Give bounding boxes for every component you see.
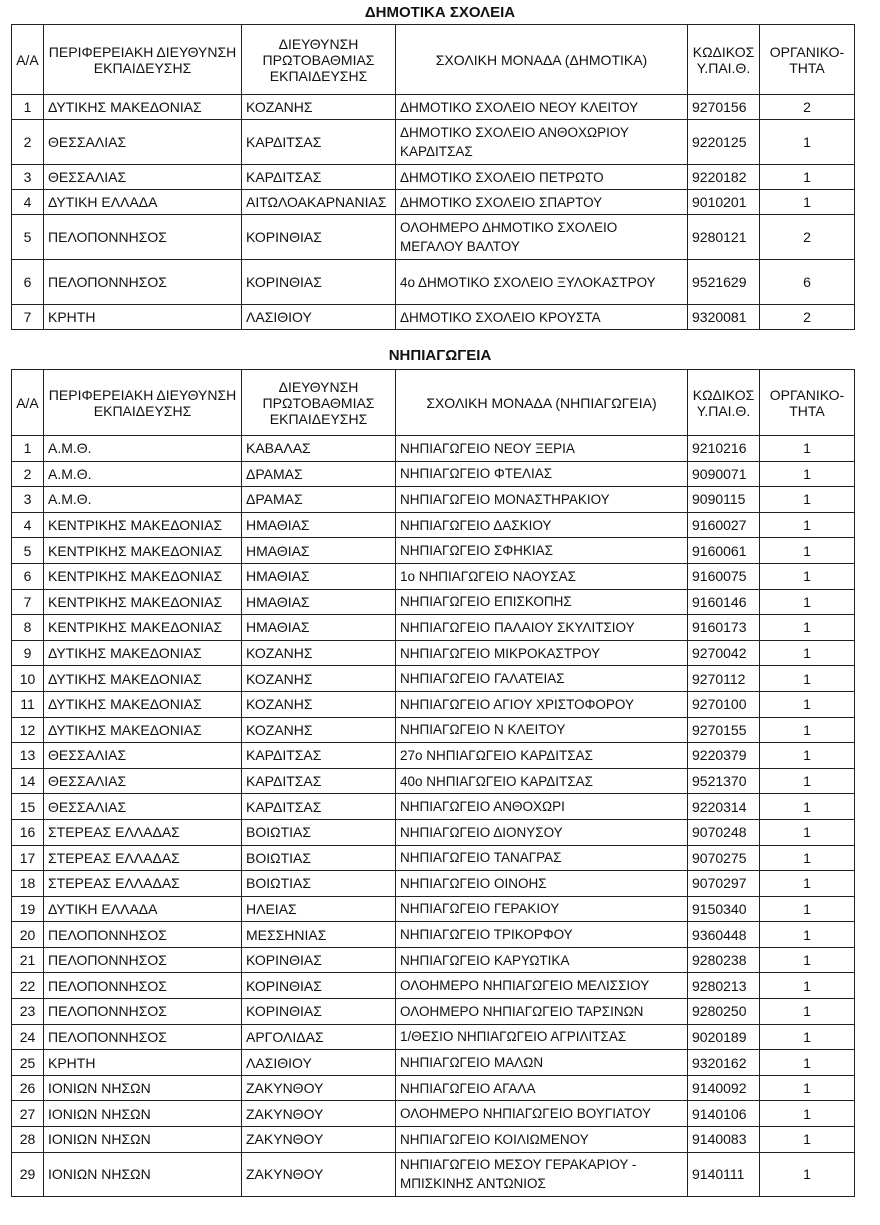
cell-directorate: ΚΟΖΑΝΗΣ <box>242 640 396 666</box>
cell-code: 9070275 <box>688 845 760 871</box>
cell-aa: 10 <box>12 666 44 692</box>
cell-organikotita: 1 <box>760 1127 855 1153</box>
cell-region: ΣΤΕΡΕΑΣ ΕΛΛΑΔΑΣ <box>44 871 242 897</box>
cell-aa: 23 <box>12 999 44 1025</box>
cell-code: 9280213 <box>688 973 760 999</box>
cell-directorate: ΚΑΡΔΙΤΣΑΣ <box>242 743 396 769</box>
cell-aa: 22 <box>12 973 44 999</box>
cell-directorate: ΚΑΡΔΙΤΣΑΣ <box>242 120 396 165</box>
cell-region: ΙΟΝΙΩΝ ΝΗΣΩΝ <box>44 1075 242 1101</box>
cell-code: 9280238 <box>688 947 760 973</box>
cell-region: ΘΕΣΣΑΛΙΑΣ <box>44 794 242 820</box>
cell-school: ΟΛΟΗΜΕΡΟ ΝΗΠΙΑΓΩΓΕΙΟ ΤΑΡΣΙΝΩΝ <box>396 999 688 1025</box>
cell-code: 9360448 <box>688 922 760 948</box>
cell-code: 9160075 <box>688 563 760 589</box>
cell-code: 9150340 <box>688 896 760 922</box>
cell-organikotita: 1 <box>760 190 855 215</box>
cell-region: ΣΤΕΡΕΑΣ ΕΛΛΑΔΑΣ <box>44 845 242 871</box>
cell-code: 9140092 <box>688 1075 760 1101</box>
cell-region: ΚΡΗΤΗ <box>44 305 242 330</box>
cell-organikotita: 1 <box>760 871 855 897</box>
cell-region: ΔΥΤΙΚΗΣ ΜΑΚΕΔΟΝΙΑΣ <box>44 717 242 743</box>
cell-aa: 2 <box>12 461 44 487</box>
cell-organikotita: 1 <box>760 768 855 794</box>
cell-directorate: ΚΟΖΑΝΗΣ <box>242 95 396 120</box>
cell-school: 1ο ΝΗΠΙΑΓΩΓΕΙΟ ΝΑΟΥΣΑΣ <box>396 563 688 589</box>
cell-code: 9521629 <box>688 260 760 305</box>
cell-aa: 6 <box>12 260 44 305</box>
cell-aa: 18 <box>12 871 44 897</box>
cell-aa: 17 <box>12 845 44 871</box>
col-header-organikotita: ΟΡΓΑΝΙΚΟ-ΤΗΤΑ <box>760 25 855 95</box>
cell-region: ΔΥΤΙΚΗΣ ΜΑΚΕΔΟΝΙΑΣ <box>44 691 242 717</box>
cell-code: 9220182 <box>688 165 760 190</box>
cell-directorate: ΔΡΑΜΑΣ <box>242 487 396 513</box>
kindergartens-title: ΝΗΠΙΑΓΩΓΕΙΑ <box>388 347 492 364</box>
table-row <box>12 215 855 260</box>
cell-code: 9160027 <box>688 512 760 538</box>
cell-school: ΝΗΠΙΑΓΩΓΕΙΟ ΜΕΣΟΥ ΓΕΡΑΚΑΡΙΟΥ - ΜΠΙΣΚΙΝΗΣ ΑΝΤΩΝΙΟΣ <box>396 1152 688 1196</box>
cell-code: 9210216 <box>688 436 760 462</box>
cell-region: ΘΕΣΣΑΛΙΑΣ <box>44 743 242 769</box>
col-header-school: ΣΧΟΛΙΚΗ ΜΟΝΑΔΑ (ΔΗΜΟΤΙΚΑ) <box>396 25 688 95</box>
col-header-aa: Α/Α <box>12 370 44 436</box>
cell-region: ΚΕΝΤΡΙΚΗΣ ΜΑΚΕΔΟΝΙΑΣ <box>44 589 242 615</box>
table-row <box>12 1050 855 1076</box>
cell-aa: 26 <box>12 1075 44 1101</box>
cell-aa: 19 <box>12 896 44 922</box>
cell-school: ΟΛΟΗΜΕΡΟ ΝΗΠΙΑΓΩΓΕΙΟ ΜΕΛΙΣΣΙΟΥ <box>396 973 688 999</box>
table-row <box>12 922 855 948</box>
col-header-region: ΠΕΡΙΦΕΡΕΙΑΚΗ ΔΙΕΥΘΥΝΣΗ ΕΚΠΑΙΔΕΥΣΗΣ <box>44 370 242 436</box>
cell-code: 9270155 <box>688 717 760 743</box>
cell-directorate: ΑΙΤΩΛΟΑΚΑΡΝΑΝΙΑΣ <box>242 190 396 215</box>
cell-school: ΔΗΜΟΤΙΚΟ ΣΧΟΛΕΙΟ ΝΕΟΥ ΚΛΕΙΤΟΥ <box>396 95 688 120</box>
cell-region: ΣΤΕΡΕΑΣ ΕΛΛΑΔΑΣ <box>44 819 242 845</box>
cell-organikotita: 1 <box>760 973 855 999</box>
cell-directorate: ΖΑΚΥΝΘΟΥ <box>242 1127 396 1153</box>
col-header-code: ΚΩΔΙΚΟΣ Υ.ΠΑΙ.Θ. <box>688 25 760 95</box>
cell-school: ΝΗΠΙΑΓΩΓΕΙΟ ΠΑΛΑΙΟΥ ΣΚΥΛΙΤΣΙΟΥ <box>396 615 688 641</box>
cell-school: ΝΗΠΙΑΓΩΓΕΙΟ ΑΓΙΟΥ ΧΡΙΣΤΟΦΟΡΟΥ <box>396 691 688 717</box>
cell-school: ΝΗΠΙΑΓΩΓΕΙΟ ΜΟΝΑΣΤΗΡΑΚΙΟΥ <box>396 487 688 513</box>
table-header-row <box>12 370 855 436</box>
table-row <box>12 436 855 462</box>
cell-school: 1/ΘΕΣΙΟ ΝΗΠΙΑΓΩΓΕΙΟ ΑΓΡΙΛΙΤΣΑΣ <box>396 1024 688 1050</box>
cell-directorate: ΛΑΣΙΘΙΟΥ <box>242 1050 396 1076</box>
cell-organikotita: 1 <box>760 640 855 666</box>
cell-region: ΠΕΛΟΠΟΝΝΗΣΟΣ <box>44 260 242 305</box>
cell-organikotita: 1 <box>760 512 855 538</box>
cell-aa: 5 <box>12 538 44 564</box>
cell-directorate: ΛΑΣΙΘΙΟΥ <box>242 305 396 330</box>
cell-aa: 7 <box>12 305 44 330</box>
cell-code: 9220314 <box>688 794 760 820</box>
cell-school: ΝΗΠΙΑΓΩΓΕΙΟ ΔΑΣΚΙΟΥ <box>396 512 688 538</box>
cell-code: 9270100 <box>688 691 760 717</box>
cell-organikotita: 1 <box>760 487 855 513</box>
cell-directorate: ΚΟΡΙΝΘΙΑΣ <box>242 999 396 1025</box>
cell-aa: 20 <box>12 922 44 948</box>
cell-aa: 5 <box>12 215 44 260</box>
table-row <box>12 563 855 589</box>
cell-code: 9270112 <box>688 666 760 692</box>
cell-region: Α.Μ.Θ. <box>44 436 242 462</box>
cell-region: ΠΕΛΟΠΟΝΝΗΣΟΣ <box>44 215 242 260</box>
cell-organikotita: 1 <box>760 615 855 641</box>
cell-organikotita: 1 <box>760 819 855 845</box>
table-row <box>12 717 855 743</box>
cell-directorate: ΜΕΣΣΗΝΙΑΣ <box>242 922 396 948</box>
table-row <box>12 845 855 871</box>
cell-school: ΝΗΠΙΑΓΩΓΕΙΟ ΝΕΟΥ ΞΕΡΙΑ <box>396 436 688 462</box>
cell-school: 27ο ΝΗΠΙΑΓΩΓΕΙΟ ΚΑΡΔΙΤΣΑΣ <box>396 743 688 769</box>
table-row <box>12 305 855 330</box>
table-row <box>12 615 855 641</box>
table-row <box>12 973 855 999</box>
cell-directorate: ΔΡΑΜΑΣ <box>242 461 396 487</box>
cell-organikotita: 1 <box>760 717 855 743</box>
cell-school: ΝΗΠΙΑΓΩΓΕΙΟ ΕΠΙΣΚΟΠΗΣ <box>396 589 688 615</box>
cell-region: ΔΥΤΙΚΗΣ ΜΑΚΕΔΟΝΙΑΣ <box>44 640 242 666</box>
cell-organikotita: 1 <box>760 165 855 190</box>
cell-code: 9220125 <box>688 120 760 165</box>
cell-school: ΝΗΠΙΑΓΩΓΕΙΟ ΣΦΗΚΙΑΣ <box>396 538 688 564</box>
table-row <box>12 95 855 120</box>
cell-organikotita: 1 <box>760 947 855 973</box>
cell-directorate: ΗΜΑΘΙΑΣ <box>242 589 396 615</box>
cell-directorate: ΒΟΙΩΤΙΑΣ <box>242 845 396 871</box>
cell-organikotita: 1 <box>760 999 855 1025</box>
cell-directorate: ΗΜΑΘΙΑΣ <box>242 563 396 589</box>
cell-school: ΝΗΠΙΑΓΩΓΕΙΟ ΦΤΕΛΙΑΣ <box>396 461 688 487</box>
cell-school: ΝΗΠΙΑΓΩΓΕΙΟ ΜΑΛΩΝ <box>396 1050 688 1076</box>
col-header-region: ΠΕΡΙΦΕΡΕΙΑΚΗ ΔΙΕΥΘΥΝΣΗ ΕΚΠΑΙΔΕΥΣΗΣ <box>44 25 242 95</box>
cell-directorate: ΖΑΚΥΝΘΟΥ <box>242 1075 396 1101</box>
cell-organikotita: 1 <box>760 666 855 692</box>
table-row <box>12 794 855 820</box>
table-row <box>12 1152 855 1196</box>
cell-aa: 24 <box>12 1024 44 1050</box>
cell-region: ΙΟΝΙΩΝ ΝΗΣΩΝ <box>44 1127 242 1153</box>
cell-region: ΔΥΤΙΚΗΣ ΜΑΚΕΔΟΝΙΑΣ <box>44 666 242 692</box>
cell-school: ΝΗΠΙΑΓΩΓΕΙΟ ΑΓΑΛΑ <box>396 1075 688 1101</box>
table-row <box>12 666 855 692</box>
cell-aa: 13 <box>12 743 44 769</box>
cell-region: ΚΡΗΤΗ <box>44 1050 242 1076</box>
cell-aa: 14 <box>12 768 44 794</box>
cell-code: 9280121 <box>688 215 760 260</box>
cell-region: ΚΕΝΤΡΙΚΗΣ ΜΑΚΕΔΟΝΙΑΣ <box>44 563 242 589</box>
cell-region: ΠΕΛΟΠΟΝΝΗΣΟΣ <box>44 973 242 999</box>
cell-directorate: ΚΟΡΙΝΘΙΑΣ <box>242 947 396 973</box>
cell-organikotita: 2 <box>760 215 855 260</box>
table-row <box>12 1075 855 1101</box>
cell-region: ΚΕΝΤΡΙΚΗΣ ΜΑΚΕΔΟΝΙΑΣ <box>44 538 242 564</box>
cell-organikotita: 1 <box>760 691 855 717</box>
cell-code: 9220379 <box>688 743 760 769</box>
primary-schools-title: ΔΗΜΟΤΙΚΑ ΣΧΟΛΕΙΑ <box>364 4 516 21</box>
cell-code: 9020189 <box>688 1024 760 1050</box>
primary-schools-table <box>11 24 855 330</box>
cell-aa: 11 <box>12 691 44 717</box>
cell-directorate: ΖΑΚΥΝΘΟΥ <box>242 1101 396 1127</box>
cell-directorate: ΚΟΡΙΝΘΙΑΣ <box>242 215 396 260</box>
cell-organikotita: 2 <box>760 95 855 120</box>
cell-directorate: ΗΜΑΘΙΑΣ <box>242 538 396 564</box>
cell-school: ΝΗΠΙΑΓΩΓΕΙΟ ΓΕΡΑΚΙΟΥ <box>396 896 688 922</box>
table-row <box>12 1024 855 1050</box>
cell-directorate: ΒΟΙΩΤΙΑΣ <box>242 871 396 897</box>
cell-school: ΟΛΟΗΜΕΡΟ ΝΗΠΙΑΓΩΓΕΙΟ ΒΟΥΓΙΑΤΟΥ <box>396 1101 688 1127</box>
cell-school: 40ο ΝΗΠΙΑΓΩΓΕΙΟ ΚΑΡΔΙΤΣΑΣ <box>396 768 688 794</box>
cell-code: 9140111 <box>688 1152 760 1196</box>
cell-directorate: ΒΟΙΩΤΙΑΣ <box>242 819 396 845</box>
cell-code: 9010201 <box>688 190 760 215</box>
cell-code: 9320162 <box>688 1050 760 1076</box>
cell-organikotita: 1 <box>760 1075 855 1101</box>
col-header-directorate: ΔΙΕΥΘΥΝΣΗ ΠΡΩΤΟΒΑΘΜΙΑΣ ΕΚΠΑΙΔΕΥΣΗΣ <box>242 25 396 95</box>
cell-code: 9270156 <box>688 95 760 120</box>
table-row <box>12 120 855 165</box>
table-row <box>12 260 855 305</box>
cell-directorate: ΚΑΡΔΙΤΣΑΣ <box>242 165 396 190</box>
table-row <box>12 512 855 538</box>
cell-aa: 9 <box>12 640 44 666</box>
cell-region: ΘΕΣΣΑΛΙΑΣ <box>44 165 242 190</box>
cell-organikotita: 1 <box>760 436 855 462</box>
cell-code: 9160173 <box>688 615 760 641</box>
cell-directorate: ΚΟΖΑΝΗΣ <box>242 666 396 692</box>
cell-code: 9140106 <box>688 1101 760 1127</box>
cell-organikotita: 1 <box>760 563 855 589</box>
cell-code: 9070248 <box>688 819 760 845</box>
kindergartens-table <box>11 369 855 1197</box>
cell-region: ΚΕΝΤΡΙΚΗΣ ΜΑΚΕΔΟΝΙΑΣ <box>44 615 242 641</box>
cell-code: 9160146 <box>688 589 760 615</box>
cell-school: ΝΗΠΙΑΓΩΓΕΙΟ ΤΡΙΚΟΡΦΟΥ <box>396 922 688 948</box>
table-row <box>12 487 855 513</box>
cell-code: 9090071 <box>688 461 760 487</box>
cell-school: ΟΛΟΗΜΕΡΟ ΔΗΜΟΤΙΚΟ ΣΧΟΛΕΙΟ ΜΕΓΑΛΟΥ ΒΑΛΤΟΥ <box>396 215 688 260</box>
cell-directorate: ΗΜΑΘΙΑΣ <box>242 615 396 641</box>
cell-aa: 4 <box>12 512 44 538</box>
cell-region: ΘΕΣΣΑΛΙΑΣ <box>44 768 242 794</box>
cell-organikotita: 1 <box>760 896 855 922</box>
cell-aa: 3 <box>12 487 44 513</box>
table-row <box>12 461 855 487</box>
cell-organikotita: 1 <box>760 538 855 564</box>
cell-organikotita: 1 <box>760 845 855 871</box>
col-header-aa: Α/Α <box>12 25 44 95</box>
cell-organikotita: 2 <box>760 305 855 330</box>
cell-school: ΝΗΠΙΑΓΩΓΕΙΟ ΑΝΘΟΧΩΡΙ <box>396 794 688 820</box>
cell-code: 9270042 <box>688 640 760 666</box>
cell-region: ΠΕΛΟΠΟΝΝΗΣΟΣ <box>44 947 242 973</box>
cell-directorate: ΗΛΕΙΑΣ <box>242 896 396 922</box>
table-header-row <box>12 25 855 95</box>
cell-organikotita: 1 <box>760 1050 855 1076</box>
table-row <box>12 1101 855 1127</box>
table-row <box>12 1127 855 1153</box>
cell-aa: 21 <box>12 947 44 973</box>
cell-school: 4ο ΔΗΜΟΤΙΚΟ ΣΧΟΛΕΙΟ ΞΥΛΟΚΑΣΤΡΟΥ <box>396 260 688 305</box>
cell-directorate: ΚΑΡΔΙΤΣΑΣ <box>242 768 396 794</box>
cell-aa: 1 <box>12 436 44 462</box>
table-row <box>12 768 855 794</box>
table-row <box>12 589 855 615</box>
cell-region: ΠΕΛΟΠΟΝΝΗΣΟΣ <box>44 922 242 948</box>
cell-region: ΔΥΤΙΚΗ ΕΛΛΑΔΑ <box>44 896 242 922</box>
cell-organikotita: 1 <box>760 589 855 615</box>
table-row <box>12 871 855 897</box>
cell-region: ΘΕΣΣΑΛΙΑΣ <box>44 120 242 165</box>
cell-region: ΚΕΝΤΡΙΚΗΣ ΜΑΚΕΔΟΝΙΑΣ <box>44 512 242 538</box>
cell-organikotita: 1 <box>760 794 855 820</box>
cell-directorate: ΚΑΡΔΙΤΣΑΣ <box>242 794 396 820</box>
cell-school: ΝΗΠΙΑΓΩΓΕΙΟ ΚΑΡΥΩΤΙΚΑ <box>396 947 688 973</box>
cell-code: 9320081 <box>688 305 760 330</box>
cell-aa: 2 <box>12 120 44 165</box>
cell-school: ΝΗΠΙΑΓΩΓΕΙΟ ΟΙΝΟΗΣ <box>396 871 688 897</box>
cell-school: ΝΗΠΙΑΓΩΓΕΙΟ Ν ΚΛΕΙΤΟΥ <box>396 717 688 743</box>
cell-directorate: ΚΑΒΑΛΑΣ <box>242 436 396 462</box>
cell-aa: 29 <box>12 1152 44 1196</box>
cell-directorate: ΚΟΡΙΝΘΙΑΣ <box>242 973 396 999</box>
cell-directorate: ΚΟΖΑΝΗΣ <box>242 691 396 717</box>
cell-aa: 6 <box>12 563 44 589</box>
cell-region: ΔΥΤΙΚΗΣ ΜΑΚΕΔΟΝΙΑΣ <box>44 95 242 120</box>
table-row <box>12 190 855 215</box>
cell-organikotita: 1 <box>760 1152 855 1196</box>
table-row <box>12 947 855 973</box>
col-header-organikotita: ΟΡΓΑΝΙΚΟ-ΤΗΤΑ <box>760 370 855 436</box>
cell-directorate: ΚΟΖΑΝΗΣ <box>242 717 396 743</box>
cell-region: ΠΕΛΟΠΟΝΝΗΣΟΣ <box>44 999 242 1025</box>
col-header-code: ΚΩΔΙΚΟΣ Υ.ΠΑΙ.Θ. <box>688 370 760 436</box>
cell-school: ΝΗΠΙΑΓΩΓΕΙΟ ΚΟΙΛΙΩΜΕΝΟΥ <box>396 1127 688 1153</box>
cell-code: 9090115 <box>688 487 760 513</box>
cell-code: 9160061 <box>688 538 760 564</box>
cell-region: ΙΟΝΙΩΝ ΝΗΣΩΝ <box>44 1152 242 1196</box>
cell-aa: 1 <box>12 95 44 120</box>
table-row <box>12 691 855 717</box>
cell-aa: 25 <box>12 1050 44 1076</box>
cell-organikotita: 1 <box>760 1101 855 1127</box>
cell-region: ΠΕΛΟΠΟΝΝΗΣΟΣ <box>44 1024 242 1050</box>
cell-school: ΝΗΠΙΑΓΩΓΕΙΟ ΤΑΝΑΓΡΑΣ <box>396 845 688 871</box>
cell-aa: 8 <box>12 615 44 641</box>
cell-aa: 27 <box>12 1101 44 1127</box>
cell-code: 9070297 <box>688 871 760 897</box>
cell-code: 9521370 <box>688 768 760 794</box>
col-header-directorate: ΔΙΕΥΘΥΝΣΗ ΠΡΩΤΟΒΑΘΜΙΑΣ ΕΚΠΑΙΔΕΥΣΗΣ <box>242 370 396 436</box>
cell-organikotita: 1 <box>760 120 855 165</box>
cell-organikotita: 1 <box>760 461 855 487</box>
table-row <box>12 743 855 769</box>
cell-region: Α.Μ.Θ. <box>44 461 242 487</box>
cell-school: ΔΗΜΟΤΙΚΟ ΣΧΟΛΕΙΟ ΣΠΑΡΤΟΥ <box>396 190 688 215</box>
cell-directorate: ΑΡΓΟΛΙΔΑΣ <box>242 1024 396 1050</box>
col-header-school: ΣΧΟΛΙΚΗ ΜΟΝΑΔΑ (ΝΗΠΙΑΓΩΓΕΙΑ) <box>396 370 688 436</box>
cell-school: ΔΗΜΟΤΙΚΟ ΣΧΟΛΕΙΟ ΚΡΟΥΣΤΑ <box>396 305 688 330</box>
cell-directorate: ΗΜΑΘΙΑΣ <box>242 512 396 538</box>
table-row <box>12 538 855 564</box>
cell-organikotita: 1 <box>760 743 855 769</box>
cell-aa: 4 <box>12 190 44 215</box>
table-row <box>12 640 855 666</box>
cell-organikotita: 1 <box>760 1024 855 1050</box>
table-row <box>12 896 855 922</box>
cell-aa: 12 <box>12 717 44 743</box>
cell-school: ΝΗΠΙΑΓΩΓΕΙΟ ΔΙΟΝΥΣΟΥ <box>396 819 688 845</box>
cell-aa: 15 <box>12 794 44 820</box>
cell-directorate: ΖΑΚΥΝΘΟΥ <box>242 1152 396 1196</box>
cell-school: ΝΗΠΙΑΓΩΓΕΙΟ ΜΙΚΡΟΚΑΣΤΡΟΥ <box>396 640 688 666</box>
cell-code: 9140083 <box>688 1127 760 1153</box>
cell-aa: 3 <box>12 165 44 190</box>
cell-region: ΙΟΝΙΩΝ ΝΗΣΩΝ <box>44 1101 242 1127</box>
cell-aa: 28 <box>12 1127 44 1153</box>
cell-school: ΝΗΠΙΑΓΩΓΕΙΟ ΓΑΛΑΤΕΙΑΣ <box>396 666 688 692</box>
cell-organikotita: 6 <box>760 260 855 305</box>
cell-directorate: ΚΟΡΙΝΘΙΑΣ <box>242 260 396 305</box>
cell-aa: 7 <box>12 589 44 615</box>
table-row <box>12 999 855 1025</box>
cell-school: ΔΗΜΟΤΙΚΟ ΣΧΟΛΕΙΟ ΑΝΘΟΧΩΡΙΟΥ ΚΑΡΔΙΤΣΑΣ <box>396 120 688 165</box>
table-row <box>12 819 855 845</box>
table-row <box>12 165 855 190</box>
cell-organikotita: 1 <box>760 922 855 948</box>
cell-region: ΔΥΤΙΚΗ ΕΛΛΑΔΑ <box>44 190 242 215</box>
cell-aa: 16 <box>12 819 44 845</box>
cell-region: Α.Μ.Θ. <box>44 487 242 513</box>
cell-school: ΔΗΜΟΤΙΚΟ ΣΧΟΛΕΙΟ ΠΕΤΡΩΤΟ <box>396 165 688 190</box>
cell-code: 9280250 <box>688 999 760 1025</box>
